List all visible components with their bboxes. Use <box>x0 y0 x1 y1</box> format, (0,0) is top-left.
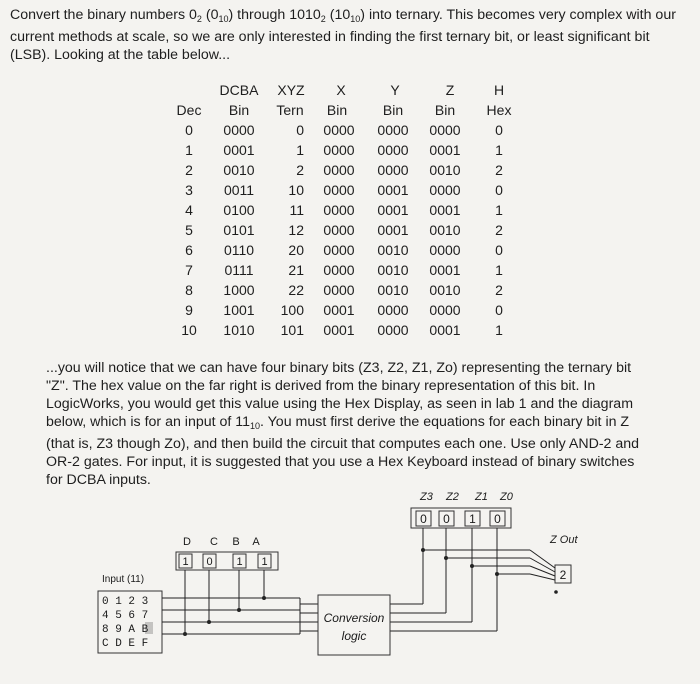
z0-label: Z0 <box>500 491 513 503</box>
header-dec: Dec <box>176 102 202 118</box>
cell-dcba-bin: 0001 <box>223 142 255 158</box>
header-bin-dcba: Bin <box>228 102 250 118</box>
cell-y-bin: 0010 <box>377 282 409 298</box>
cell-x-bin: 0001 <box>323 322 355 338</box>
header-bin-x: Bin <box>326 102 348 118</box>
cell-z-bin: 0001 <box>429 142 461 158</box>
conversion-logic-line1: Conversion <box>323 611 385 625</box>
keypad-row-1: 0 1 2 3 <box>102 596 149 608</box>
circuit-diagram <box>90 480 650 680</box>
cell-y-bin: 0000 <box>377 162 409 178</box>
header-hex: Hex <box>486 102 512 118</box>
zout-label: Z Out <box>550 534 578 546</box>
cell-hex: 2 <box>495 162 503 178</box>
header-y: Y <box>390 82 400 98</box>
cell-z-bin: 0001 <box>429 262 461 278</box>
z3-value: 0 <box>420 512 427 526</box>
cell-dec: 4 <box>185 202 193 218</box>
cell-y-bin: 0001 <box>377 182 409 198</box>
keypad-row-4: C D E F <box>102 638 149 650</box>
keypad-row-3: 8 9 A B <box>102 624 149 636</box>
cell-dcba-bin: 1001 <box>223 302 255 318</box>
cell-y-bin: 0000 <box>377 142 409 158</box>
cell-tern: 100 <box>280 302 304 318</box>
cell-dcba-bin: 1010 <box>223 322 255 338</box>
cell-dec: 6 <box>185 242 193 258</box>
header-bin-z: Bin <box>434 102 456 118</box>
d-value: 1 <box>182 556 189 568</box>
cell-y-bin: 0000 <box>377 302 409 318</box>
cell-hex: 1 <box>495 262 503 278</box>
cell-y-bin: 0001 <box>377 222 409 238</box>
explanation-paragraph: ...you will notice that we can have four binary bits (Z3, Z2, Z1, Zo) representing the ternary bit "Z". The hex value on the far right is derived from the binary representation of this bit. In LogicWorks, you would get this value using the Hex Display, as seen in lab 1 and the diagram below, which is for an input of $11_{10}$. You must first derive the equations for each binary bit in Z (that is, Z3 though Zo), and then build the circuit that computes each one. Use only AND-2 and OR-2 gates. For input, it is suggested that you use a Hex Keyboard instead of binary switches for DCBA inputs. <box>46 360 640 488</box>
cell-z-bin: 0010 <box>429 222 461 238</box>
cell-x-bin: 0000 <box>323 242 355 258</box>
b-value: 1 <box>236 556 243 568</box>
a-value: 1 <box>261 556 268 568</box>
conversion-logic-line2: logic <box>341 629 367 643</box>
cell-dcba-bin: 0011 <box>223 182 255 198</box>
cell-tern: 2 <box>296 162 304 178</box>
cell-x-bin: 0000 <box>323 282 355 298</box>
cell-x-bin: 0000 <box>323 262 355 278</box>
intro-paragraph: Convert the binary numbers $0_2$ $(0_{10})$ through $1010_2$ $(10_{10})$ into ternary. This becomes very complex with our current methods at scale, so we are only interested in finding the first ternary bit, or least significant bit (LSB). Looking at the table below... <box>10 7 676 63</box>
cell-dcba-bin: 0100 <box>223 202 255 218</box>
cell-x-bin: 0000 <box>323 182 355 198</box>
header-bin-y: Bin <box>382 102 404 118</box>
cell-dcba-bin: 1000 <box>223 282 255 298</box>
header-x: X <box>336 82 346 98</box>
cell-z-bin: 0010 <box>429 162 461 178</box>
cell-z-bin: 0000 <box>429 122 461 138</box>
cell-hex: 0 <box>495 302 503 318</box>
cell-y-bin: 0010 <box>377 242 409 258</box>
header-tern: Tern <box>276 102 304 118</box>
cell-tern: 12 <box>288 222 304 238</box>
cell-hex: 1 <box>495 142 503 158</box>
cell-tern: 21 <box>288 262 304 278</box>
z1-value: 1 <box>469 512 476 526</box>
z2-value: 0 <box>443 512 450 526</box>
cell-z-bin: 0001 <box>429 202 461 218</box>
header-h: H <box>493 82 505 98</box>
b-label: B <box>232 536 240 548</box>
cell-hex: 1 <box>495 202 503 218</box>
cell-z-bin: 0010 <box>429 282 461 298</box>
cell-dcba-bin: 0110 <box>223 242 255 258</box>
cell-tern: 22 <box>288 282 304 298</box>
cell-tern: 20 <box>288 242 304 258</box>
z0-value: 0 <box>494 512 501 526</box>
cell-dec: 10 <box>181 322 197 338</box>
cell-tern: 1 <box>296 142 304 158</box>
cell-tern: 0 <box>296 122 304 138</box>
cell-hex: 0 <box>495 242 503 258</box>
c-value: 0 <box>206 556 213 568</box>
d-label: D <box>183 536 191 548</box>
cell-dcba-bin: 0010 <box>223 162 255 178</box>
cell-dec: 2 <box>185 162 193 178</box>
cell-dec: 9 <box>185 302 193 318</box>
cell-hex: 0 <box>495 122 503 138</box>
conversion-logic-box <box>318 595 390 655</box>
zout-value: 2 <box>559 568 567 582</box>
cell-dcba-bin: 0111 <box>224 262 254 278</box>
cell-x-bin: 0001 <box>323 302 355 318</box>
cell-dec: 1 <box>185 142 193 158</box>
cell-dcba-bin: 0000 <box>223 122 255 138</box>
cell-dec: 5 <box>185 222 193 238</box>
cell-tern: 10 <box>288 182 304 198</box>
z2-label: Z2 <box>446 491 459 503</box>
cell-x-bin: 0000 <box>323 202 355 218</box>
keypad-row-2: 4 5 6 7 <box>102 610 149 622</box>
cell-y-bin: 0010 <box>377 262 409 278</box>
cell-z-bin: 0001 <box>429 322 461 338</box>
cell-dcba-bin: 0101 <box>223 222 255 238</box>
z3-label: Z3 <box>420 491 433 503</box>
c-label: C <box>210 536 218 548</box>
cell-x-bin: 0000 <box>323 142 355 158</box>
cell-y-bin: 0000 <box>377 322 409 338</box>
cell-x-bin: 0000 <box>323 222 355 238</box>
cell-dec: 7 <box>185 262 193 278</box>
header-dcba: DCBA <box>219 82 259 98</box>
input-label: Input (11) <box>102 574 145 585</box>
cell-hex: 2 <box>495 222 503 238</box>
cell-x-bin: 0000 <box>323 162 355 178</box>
cell-y-bin: 0000 <box>377 122 409 138</box>
cell-dec: 0 <box>185 122 193 138</box>
cell-hex: 0 <box>495 182 503 198</box>
cell-tern: 11 <box>289 202 304 218</box>
hex-keyboard[interactable] <box>98 591 162 653</box>
z1-label: Z1 <box>475 491 488 503</box>
cell-z-bin: 0000 <box>429 302 461 318</box>
a-label: A <box>252 536 260 548</box>
header-xyz: XYZ <box>277 82 305 98</box>
cell-hex: 2 <box>495 282 503 298</box>
cell-dec: 3 <box>185 182 193 198</box>
cell-z-bin: 0000 <box>429 242 461 258</box>
cell-y-bin: 0001 <box>377 202 409 218</box>
header-z: Z <box>445 82 455 98</box>
cell-tern: 101 <box>280 322 304 338</box>
cell-hex: 1 <box>495 322 503 338</box>
cell-z-bin: 0000 <box>429 182 461 198</box>
cell-x-bin: 0000 <box>323 122 355 138</box>
cell-dec: 8 <box>185 282 193 298</box>
